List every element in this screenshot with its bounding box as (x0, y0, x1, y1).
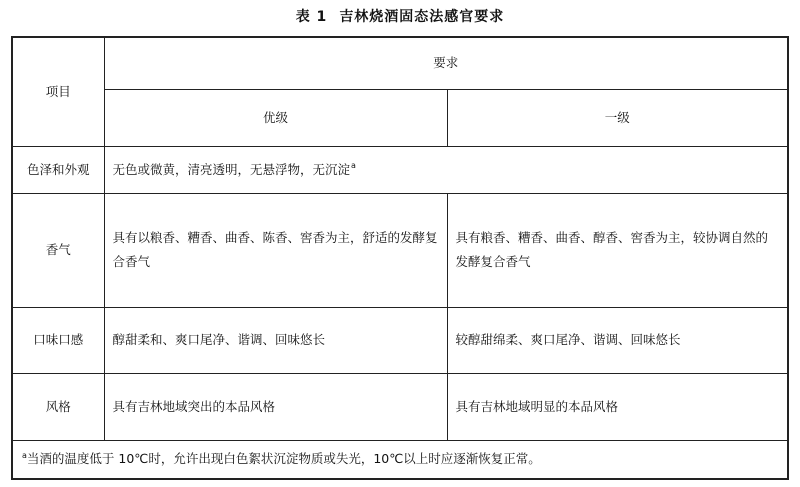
header-superior-label: 优级 (262, 109, 288, 125)
row-item-label: 口味口感 (33, 332, 84, 347)
header-requirement-cell (104, 37, 788, 89)
row-superior-text: 具有吉林地域突出的本品风格 (112, 398, 276, 414)
row-item-cell (12, 146, 104, 193)
row-item-label: 香气 (45, 242, 71, 257)
header-first-label: 一级 (604, 109, 630, 125)
footnote-row (12, 440, 788, 479)
header-item-label: 项目 (45, 83, 71, 99)
row-item-cell (12, 373, 104, 440)
footnote-text: 当酒的温度低于 10℃时，允许出现白色絮状沉淀物质或失光，10℃以上时应逐渐恢复正常。 (26, 451, 541, 467)
table-number: 表 1 (295, 9, 328, 25)
row-combined-cell (104, 146, 788, 193)
row-combined-text: 无色或微黄，清亮透明，无悬浮物，无沉淀 (112, 161, 351, 177)
table-row (12, 307, 788, 373)
header-row-requirement (12, 37, 788, 89)
row-first-cell (447, 193, 788, 307)
row-first-cell (447, 373, 788, 440)
row-superior-cell (104, 373, 447, 440)
row-item-label: 风格 (45, 398, 71, 414)
header-first-cell (447, 89, 788, 146)
row-item-label: 色泽和外观 (26, 161, 90, 177)
row-first-text: 具有吉林地域明显的本品风格 (455, 398, 619, 414)
header-item-cell (12, 37, 104, 146)
footnote-marker: a (351, 161, 356, 171)
row-superior-text: 醇甜柔和、爽口尾净、谐调、回味悠长 (112, 332, 326, 347)
row-superior-cell (104, 193, 447, 307)
sensory-requirements-table (11, 36, 789, 480)
row-first-text: 具有粮香、糟香、曲香、醇香、窖香为主，较协调自然的发酵复合香气 (455, 230, 769, 269)
row-first-text: 较醇甜绵柔、爽口尾净、谐调、回味悠长 (455, 332, 681, 347)
header-superior-cell (104, 89, 447, 146)
table-row (12, 373, 788, 440)
row-item-cell (12, 193, 104, 307)
row-superior-cell (104, 307, 447, 373)
footnote-cell (12, 440, 788, 479)
row-superior-text: 具有以粮香、糟香、曲香、陈香、窖香为主，舒适的发酵复合香气 (112, 230, 438, 269)
header-row-grades (12, 89, 788, 146)
table-title-text: 吉林烧酒固态法感官要求 (339, 9, 505, 25)
row-item-cell (12, 307, 104, 373)
header-requirement-label: 要求 (433, 55, 459, 71)
table-row (12, 146, 788, 193)
footnote-mark: a (22, 451, 27, 461)
row-first-cell (447, 307, 788, 373)
table-title (0, 6, 800, 26)
table-row (12, 193, 788, 307)
